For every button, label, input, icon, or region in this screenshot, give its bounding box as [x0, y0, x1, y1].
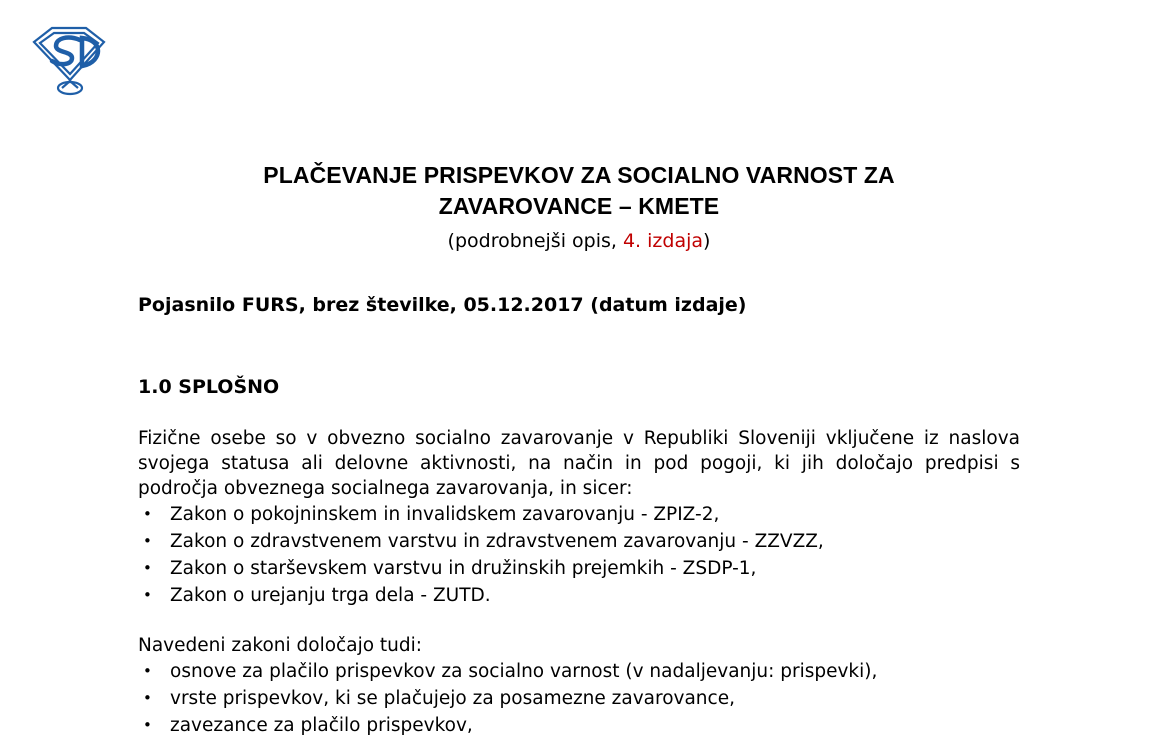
- document-subtitle: [138, 228, 1020, 254]
- intro-paragraph: Fizične osebe so v obvezno socialno zavarovanje v Republiki Sloveniji vključene iz naslova svojega statusa ali delovne aktivnosti, na način in pod pogoji, ki jih določajo predpisi s področja obveznega socialnega zavarovanja, in sicer:: [138, 428, 1020, 499]
- laws-list: [138, 501, 1020, 609]
- document-content: [138, 160, 1020, 739]
- section-heading-general: 1.0 SPLOŠNO: [138, 376, 280, 398]
- page-title: [138, 160, 1020, 222]
- list-item: • Zakon o pokojninskem in invalidskem zavarovanju - ZPIZ-2,: [138, 501, 1020, 528]
- provisions-list: [138, 658, 1020, 739]
- second-paragraph: Navedeni zakoni določajo tudi:: [138, 635, 423, 656]
- list-item: • zavezance za plačilo prispevkov,: [138, 712, 1020, 739]
- issuer-line: Pojasnilo FURS, brez številke, 05.12.2017 (datum izdaje): [138, 294, 747, 316]
- list-item: • Zakon o zdravstvenem varstvu in zdravstvenem zavarovanju - ZZVZZ,: [138, 528, 1020, 555]
- title-line-2: ZAVAROVANCE – KMETE: [438, 193, 720, 219]
- title-line-1: PLAČEVANJE PRISPEVKOV ZA SOCIALNO VARNOST ZA: [263, 162, 895, 188]
- subtitle-suffix: ): [703, 230, 711, 252]
- list-item: • vrste prispevkov, ki se plačujejo za posamezne zavarovance,: [138, 685, 1020, 712]
- shield-emblem-logo: [24, 22, 116, 96]
- subtitle-edition-badge: 4. izdaja: [622, 230, 704, 252]
- list-item: • osnove za plačilo prispevkov za socialno varnost (v nadaljevanju: prispevki),: [138, 658, 1020, 685]
- list-item: • Zakon o urejanju trga dela - ZUTD.: [138, 582, 1020, 609]
- list-item: • Zakon o starševskem varstvu in družinskih prejemkih - ZSDP-1,: [138, 555, 1020, 582]
- subtitle-prefix: (podrobnejši opis,: [447, 230, 623, 252]
